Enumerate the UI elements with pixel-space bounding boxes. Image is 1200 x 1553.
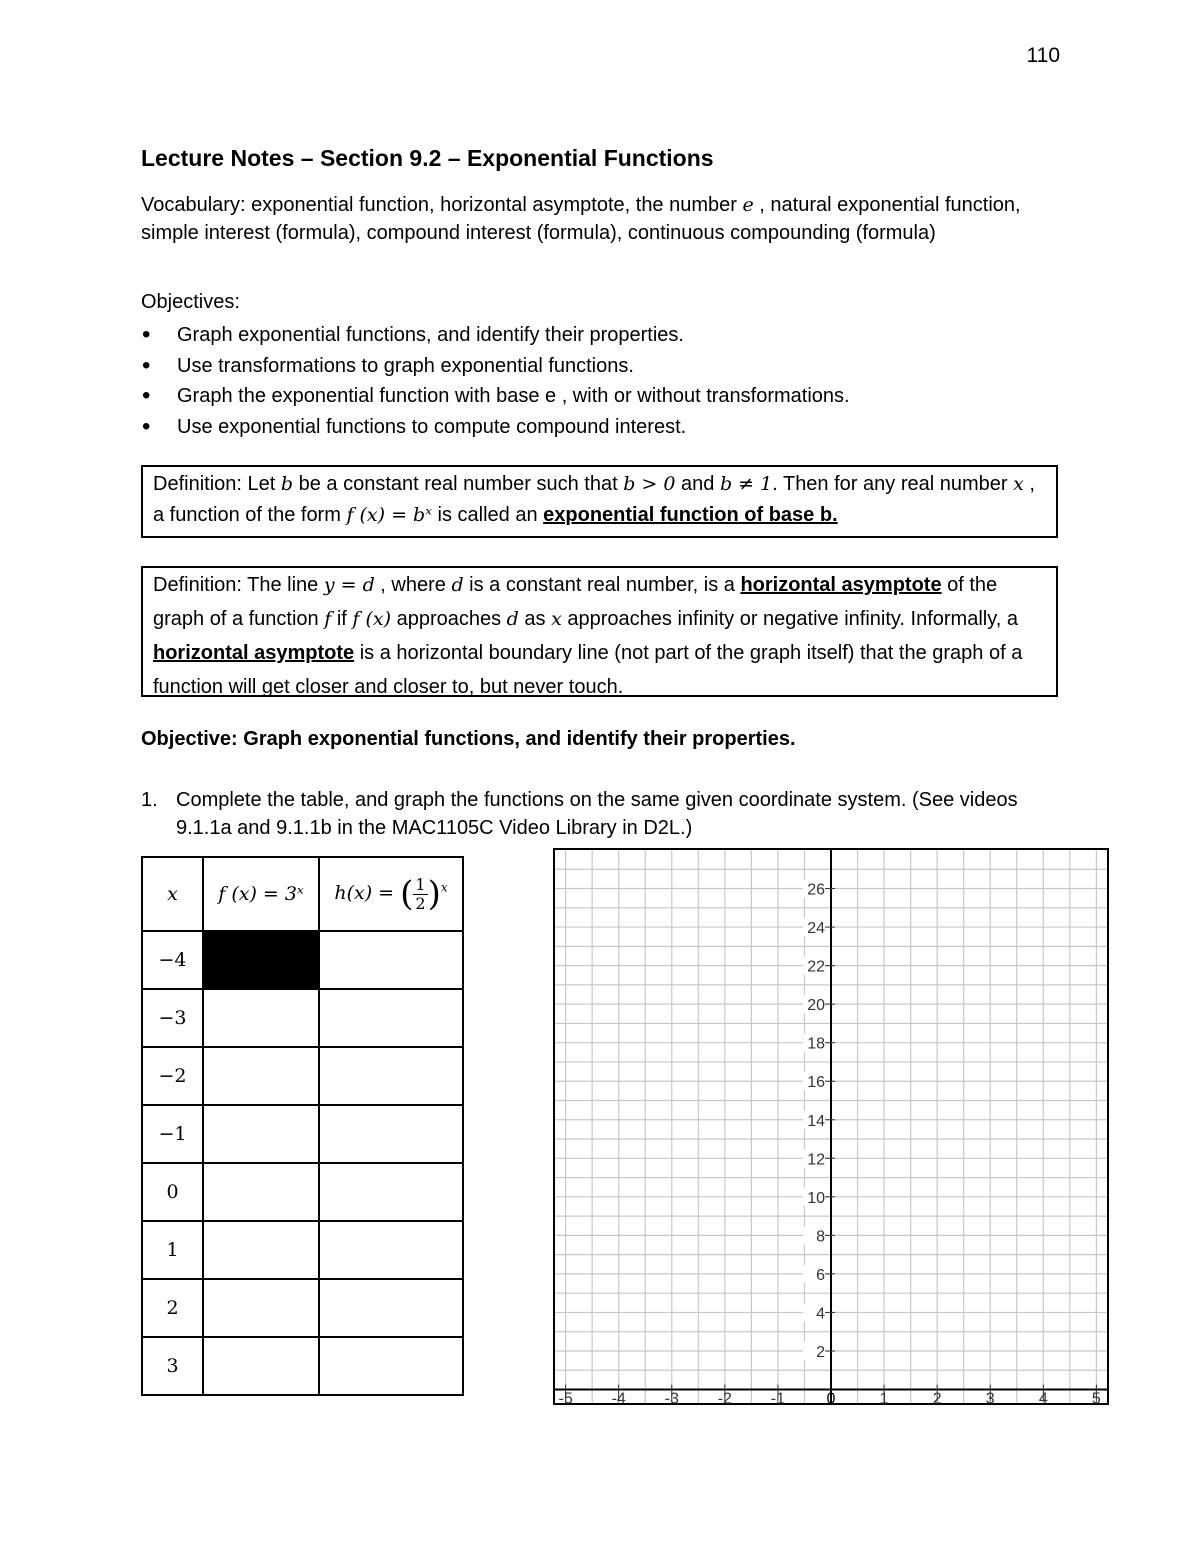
- def2-text: approaches: [391, 608, 507, 630]
- header-f-label: f (x) = 3ˣ: [218, 883, 304, 905]
- def2-x-symbol: x: [551, 608, 562, 630]
- cell-f-answer[interactable]: [203, 1163, 319, 1221]
- def2-text: approaches infinity or negative infinity. Informally, a: [561, 608, 1018, 630]
- objectives-label: Objectives:: [141, 291, 240, 313]
- x-tick-label: 4: [1038, 1390, 1048, 1405]
- y-tick-label: 18: [807, 1035, 825, 1053]
- x-tick-label: 0: [826, 1390, 836, 1405]
- def2-text: , where: [374, 574, 452, 596]
- y-tick-label: 8: [816, 1228, 825, 1246]
- y-tick-label: 12: [807, 1151, 825, 1169]
- def2-fx-symbol: f (x): [352, 608, 392, 630]
- x-tick-label: -1: [770, 1390, 786, 1405]
- close-paren: ): [427, 874, 441, 914]
- def1-formula: f (x) = bˣ: [346, 504, 432, 526]
- def2-f-symbol: f: [324, 608, 332, 630]
- x-tick-label: 2: [932, 1390, 942, 1405]
- y-tick-label: 6: [816, 1266, 825, 1284]
- def2-text: as: [518, 608, 552, 630]
- table-row: [142, 1163, 463, 1221]
- table-row: [142, 989, 463, 1047]
- table-row: [142, 1047, 463, 1105]
- table-body: [142, 931, 463, 1395]
- vocabulary-label: Vocabulary:: [141, 194, 252, 216]
- header-h-fraction: [413, 876, 427, 913]
- table-row: [142, 931, 463, 989]
- table-row: [142, 1105, 463, 1163]
- def2-d-symbol: d: [506, 608, 519, 630]
- cell-x: 2: [142, 1279, 203, 1337]
- def2-text: of the graph of a function: [153, 574, 998, 630]
- x-tick-label: -5: [558, 1390, 573, 1405]
- def2-text: if: [331, 608, 353, 630]
- x-tick-label: -3: [664, 1390, 679, 1405]
- cell-h-answer[interactable]: [319, 1279, 463, 1337]
- definition-exponential-box: [141, 465, 1058, 538]
- objective-item: • Graph the exponential function with base e , with or without transformations.: [141, 382, 1061, 413]
- def1-text: be a constant real number such that: [293, 473, 624, 495]
- y-tick-label: 20: [807, 997, 825, 1015]
- cell-f-answer[interactable]: [203, 1221, 319, 1279]
- cell-h-answer[interactable]: [319, 1221, 463, 1279]
- def1-text: Definition: Let: [153, 473, 281, 495]
- cell-f-answer[interactable]: [203, 1105, 319, 1163]
- vocabulary-text-b: , natural exponential function, simple interest (formula), compound interest (formula), continuous compounding (formula): [141, 194, 1021, 244]
- x-tick-label: -2: [717, 1390, 732, 1405]
- def1-text: , a function of the form: [153, 473, 1035, 526]
- def1-text: . Then for any real number: [772, 473, 1014, 495]
- y-tick-label: 4: [816, 1305, 825, 1323]
- cell-f-shaded: [203, 931, 319, 989]
- def2-text: is a horizontal boundary line (not part of the graph itself) that the graph of a function will get closer and closer to, but never touch.: [153, 642, 1023, 698]
- cell-f-answer[interactable]: [203, 1279, 319, 1337]
- cell-f-answer[interactable]: [203, 1337, 319, 1395]
- cell-x: −1: [142, 1105, 203, 1163]
- y-tick-label: 24: [807, 920, 825, 938]
- open-paren: (: [400, 874, 414, 914]
- objective-heading: Objective: Graph exponential functions, and identify their properties.: [141, 728, 796, 750]
- x-tick-label: -4: [611, 1390, 626, 1405]
- cell-h-answer[interactable]: [319, 1105, 463, 1163]
- table-row: [142, 1337, 463, 1395]
- cell-h-answer[interactable]: [319, 1163, 463, 1221]
- fraction-denominator: 2: [415, 893, 426, 913]
- def1-text: is called an: [431, 504, 544, 526]
- page-number: 110: [1026, 44, 1060, 67]
- cell-x: 1: [142, 1221, 203, 1279]
- cell-f-answer[interactable]: [203, 989, 319, 1047]
- cell-h-answer[interactable]: [319, 1337, 463, 1395]
- table-row: [142, 1221, 463, 1279]
- def2-d-symbol: d: [451, 574, 464, 596]
- table-row: [142, 1279, 463, 1337]
- def1-b-symbol: b: [280, 473, 294, 495]
- def2-line-equation: y = d: [323, 574, 375, 596]
- header-f: [203, 857, 319, 931]
- exercise-1: [141, 786, 1061, 842]
- cell-x: −4: [142, 931, 203, 989]
- x-tick-label: 3: [985, 1390, 995, 1405]
- header-h-prefix: h(x) =: [334, 882, 395, 904]
- y-tick-label: 16: [807, 1074, 825, 1092]
- cell-h-answer[interactable]: [319, 1047, 463, 1105]
- def2-text: is a constant real number, is a: [463, 574, 741, 596]
- def1-x-symbol: x: [1013, 473, 1024, 495]
- def1-term: exponential function of base b.: [543, 504, 838, 526]
- def1-condition-positive: b > 0: [623, 473, 676, 495]
- cell-x: 3: [142, 1337, 203, 1395]
- y-tick-label: 10: [807, 1189, 825, 1207]
- cell-f-answer[interactable]: [203, 1047, 319, 1105]
- def2-term: horizontal asymptote: [153, 642, 355, 664]
- y-tick-label: 26: [807, 881, 825, 899]
- x-tick-label: 1: [879, 1390, 889, 1405]
- vocabulary-e-symbol: e: [742, 194, 754, 216]
- cell-h-answer[interactable]: [319, 989, 463, 1047]
- vocabulary-text-a: exponential function, horizontal asymptote, the number: [251, 194, 743, 216]
- exercise-text: Complete the table, and graph the functions on the same given coordinate system. (See videos 9.1.1a and 9.1.1b in the MAC1105C Video Library in D2L.): [176, 789, 1018, 839]
- definition-asymptote-box: [141, 566, 1058, 697]
- cell-x: −2: [142, 1047, 203, 1105]
- header-h-exponent: x: [440, 880, 448, 895]
- def2-text: Definition: The line: [153, 574, 324, 596]
- table-header-row: [142, 857, 463, 931]
- objectives-list: [141, 321, 1061, 443]
- y-tick-label: 22: [807, 958, 825, 976]
- header-x: [142, 857, 203, 931]
- x-tick-label: 5: [1091, 1390, 1101, 1405]
- def1-text: and: [675, 473, 720, 495]
- vocabulary-paragraph: [141, 191, 1061, 247]
- header-h: [319, 857, 463, 931]
- exercise-number: 1.: [141, 789, 158, 811]
- cell-h-answer[interactable]: [319, 931, 463, 989]
- page-title: Lecture Notes – Section 9.2 – Exponential Functions: [141, 145, 714, 171]
- values-table: [141, 856, 464, 1396]
- objective-item: • Graph exponential functions, and identify their properties.: [141, 321, 1061, 352]
- objective-item: • Use exponential functions to compute compound interest.: [141, 413, 1061, 444]
- def1-condition-not-one: b ≠ 1: [719, 473, 773, 495]
- header-x-label: x: [167, 883, 178, 905]
- def2-term: horizontal asymptote: [740, 574, 942, 596]
- y-tick-label: 2: [816, 1343, 825, 1361]
- coordinate-grid: [553, 848, 1109, 1405]
- y-tick-label: 14: [807, 1112, 825, 1130]
- cell-x: 0: [142, 1163, 203, 1221]
- objective-item: • Use transformations to graph exponential functions.: [141, 352, 1061, 383]
- fraction-numerator: 1: [415, 874, 426, 894]
- cell-x: −3: [142, 989, 203, 1047]
